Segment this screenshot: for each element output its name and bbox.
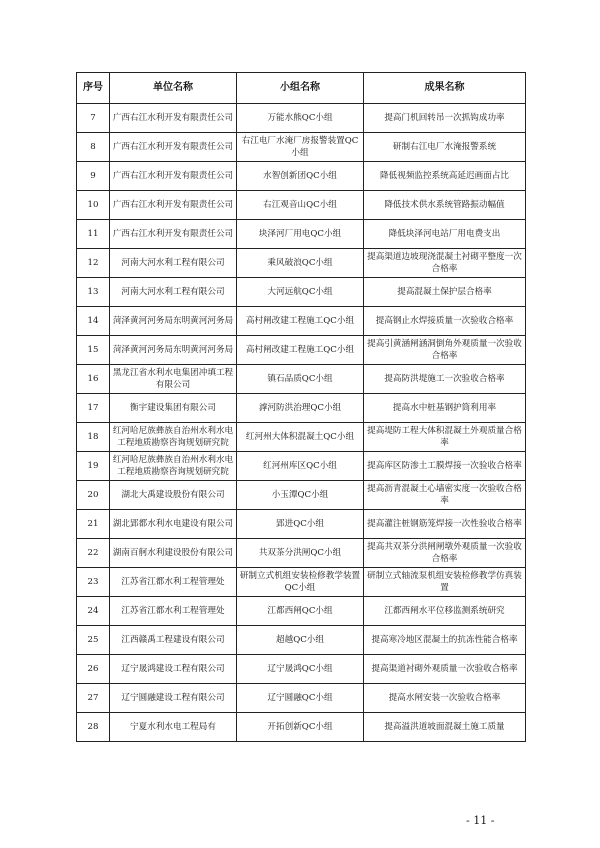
table-header-row (77, 73, 526, 104)
cell-index: 27 (77, 684, 110, 713)
cell-unit: 广西右江水利开发有限责任公司 (110, 191, 237, 220)
table-row (77, 278, 526, 307)
cell-result: 提高渠道衬砌外观质量一次验收合格率 (364, 655, 526, 684)
cell-group: 红河州大体积混凝土QC小组 (237, 423, 364, 452)
table-row (77, 133, 526, 162)
table-row (77, 684, 526, 713)
cell-index: 14 (77, 307, 110, 336)
cell-group: 万能水熊QC小组 (237, 104, 364, 133)
table-row (77, 481, 526, 510)
cell-unit: 江苏省江都水利工程管理处 (110, 597, 237, 626)
cell-group: 小玉潭QC小组 (237, 481, 364, 510)
cell-unit: 广西右江水利开发有限责任公司 (110, 162, 237, 191)
cell-result: 提高防洪堤施工一次验收合格率 (364, 365, 526, 394)
cell-unit: 红河哈尼族彝族自治州水利水电工程地质勘察咨询规划研究院 (110, 452, 237, 481)
cell-unit: 广西右江水利开发有限责任公司 (110, 104, 237, 133)
cell-unit: 河南大河水利工程有限公司 (110, 278, 237, 307)
table-row (77, 336, 526, 365)
cell-index: 16 (77, 365, 110, 394)
cell-unit: 湖北大禹建设股份有限公司 (110, 481, 237, 510)
cell-group: 高村闸改建工程施工QC小组 (237, 336, 364, 365)
cell-index: 12 (77, 249, 110, 278)
cell-unit: 广西右江水利开发有限责任公司 (110, 133, 237, 162)
cell-index: 18 (77, 423, 110, 452)
cell-group: 镇石品质QC小组 (237, 365, 364, 394)
header-result: 成果名称 (364, 73, 526, 104)
cell-index: 9 (77, 162, 110, 191)
cell-index: 23 (77, 568, 110, 597)
cell-group: 乘风破浪QC小组 (237, 249, 364, 278)
cell-unit: 辽宁晟鸿建设工程有限公司 (110, 655, 237, 684)
cell-result: 提高沥青混凝土心墙密实度一次验收合格率 (364, 481, 526, 510)
cell-unit: 红河哈尼族彝族自治州水利水电工程地质勘察咨询规划研究院 (110, 423, 237, 452)
table-row (77, 394, 526, 423)
cell-unit: 宁夏水利水电工程局有 (110, 713, 237, 742)
cell-unit: 广西右江水利开发有限责任公司 (110, 220, 237, 249)
table-row (77, 104, 526, 133)
table-row (77, 510, 526, 539)
cell-group: 红河州库区QC小组 (237, 452, 364, 481)
cell-index: 24 (77, 597, 110, 626)
cell-group: 滹河防洪治理QC小组 (237, 394, 364, 423)
cell-unit: 江苏省江都水利工程管理处 (110, 568, 237, 597)
cell-index: 15 (77, 336, 110, 365)
cell-unit: 黑龙江省水利水电集团冲填工程有限公司 (110, 365, 237, 394)
cell-group: 江都西闸QC小组 (237, 597, 364, 626)
cell-result: 提高混凝土保护层合格率 (364, 278, 526, 307)
table-row (77, 713, 526, 742)
cell-group: 超越QC小组 (237, 626, 364, 655)
cell-group: 研制立式机组安装检修教学装置QC小组 (237, 568, 364, 597)
cell-result: 降低块泽河电站厂用电费支出 (364, 220, 526, 249)
cell-group: 右江电厂水淹厂房报警装置QC小组 (237, 133, 364, 162)
cell-index: 19 (77, 452, 110, 481)
cell-result: 提高水中桩基钢护筒利用率 (364, 394, 526, 423)
cell-unit: 菏泽黄河河务局东明黄河河务局 (110, 307, 237, 336)
cell-result: 研制立式轴流泵机组安装检修教学仿真装置 (364, 568, 526, 597)
cell-result: 提高门机回转吊一次抓钩成功率 (364, 104, 526, 133)
results-table-container (76, 72, 525, 742)
cell-unit: 湖南百舸水利建设股份有限公司 (110, 539, 237, 568)
cell-group: 开拓创新QC小组 (237, 713, 364, 742)
cell-result: 江都西闸水平位移监测系统研究 (364, 597, 526, 626)
cell-result: 降低技术供水系统管路振动幅值 (364, 191, 526, 220)
cell-group: 大河远航QC小组 (237, 278, 364, 307)
cell-group: 块泽河厂用电QC小组 (237, 220, 364, 249)
table-row (77, 626, 526, 655)
table-row (77, 423, 526, 452)
cell-group: 共双茶分洪闸QC小组 (237, 539, 364, 568)
cell-index: 10 (77, 191, 110, 220)
cell-group: 高村闸改建工程施工QC小组 (237, 307, 364, 336)
cell-index: 7 (77, 104, 110, 133)
table-body (77, 104, 526, 742)
cell-unit: 菏泽黄河河务局东明黄河河务局 (110, 336, 237, 365)
page-number: - 11 - (466, 814, 495, 827)
cell-unit: 河南大河水利工程有限公司 (110, 249, 237, 278)
cell-group: 水智创新团QC小组 (237, 162, 364, 191)
cell-group: 郢进QC小组 (237, 510, 364, 539)
cell-result: 提高库区防渗土工膜焊接一次验收合格率 (364, 452, 526, 481)
cell-result: 提高堤防工程大体积混凝土外观质量合格率 (364, 423, 526, 452)
cell-index: 17 (77, 394, 110, 423)
cell-result: 提高渠道边坡现浇混凝土衬砌平整度一次合格率 (364, 249, 526, 278)
cell-group: 辽宁晟鸿QC小组 (237, 655, 364, 684)
cell-index: 20 (77, 481, 110, 510)
cell-result: 降低视频监控系统高延迟画面占比 (364, 162, 526, 191)
table-row (77, 365, 526, 394)
cell-result: 提高灌注桩钢筋笼焊接一次性验收合格率 (364, 510, 526, 539)
cell-result: 提高共双茶分洪闸闸墩外观质量一次验收合格率 (364, 539, 526, 568)
table-row (77, 539, 526, 568)
cell-group: 右江观音山QC小组 (237, 191, 364, 220)
table-row (77, 249, 526, 278)
table-row (77, 220, 526, 249)
cell-index: 26 (77, 655, 110, 684)
table-row (77, 307, 526, 336)
cell-result: 提高寒冷地区混凝土的抗冻性能合格率 (364, 626, 526, 655)
cell-result: 提高水闸安装一次验收合格率 (364, 684, 526, 713)
header-unit: 单位名称 (110, 73, 237, 104)
table-row (77, 162, 526, 191)
cell-unit: 江西赣禹工程建设有限公司 (110, 626, 237, 655)
cell-result: 提高钢止水焊接质量一次验收合格率 (364, 307, 526, 336)
cell-result: 提高引黄涵闸涵洞倒角外观质量一次验收合格率 (364, 336, 526, 365)
cell-index: 22 (77, 539, 110, 568)
header-index: 序号 (77, 73, 110, 104)
cell-index: 8 (77, 133, 110, 162)
table-row (77, 655, 526, 684)
table-row (77, 191, 526, 220)
cell-index: 25 (77, 626, 110, 655)
cell-index: 21 (77, 510, 110, 539)
cell-index: 11 (77, 220, 110, 249)
results-table (76, 72, 526, 742)
table-row (77, 597, 526, 626)
table-row (77, 568, 526, 597)
cell-unit: 湖北郢都水利水电建设有限公司 (110, 510, 237, 539)
cell-index: 13 (77, 278, 110, 307)
cell-result: 研制右江电厂水淹报警系统 (364, 133, 526, 162)
cell-group: 辽宁圆融QC小组 (237, 684, 364, 713)
cell-result: 提高溢洪道坡面混凝土施工质量 (364, 713, 526, 742)
table-row (77, 452, 526, 481)
cell-index: 28 (77, 713, 110, 742)
header-group: 小组名称 (237, 73, 364, 104)
cell-unit: 衡宇建设集团有限公司 (110, 394, 237, 423)
cell-unit: 辽宁圆融建设工程有限公司 (110, 684, 237, 713)
